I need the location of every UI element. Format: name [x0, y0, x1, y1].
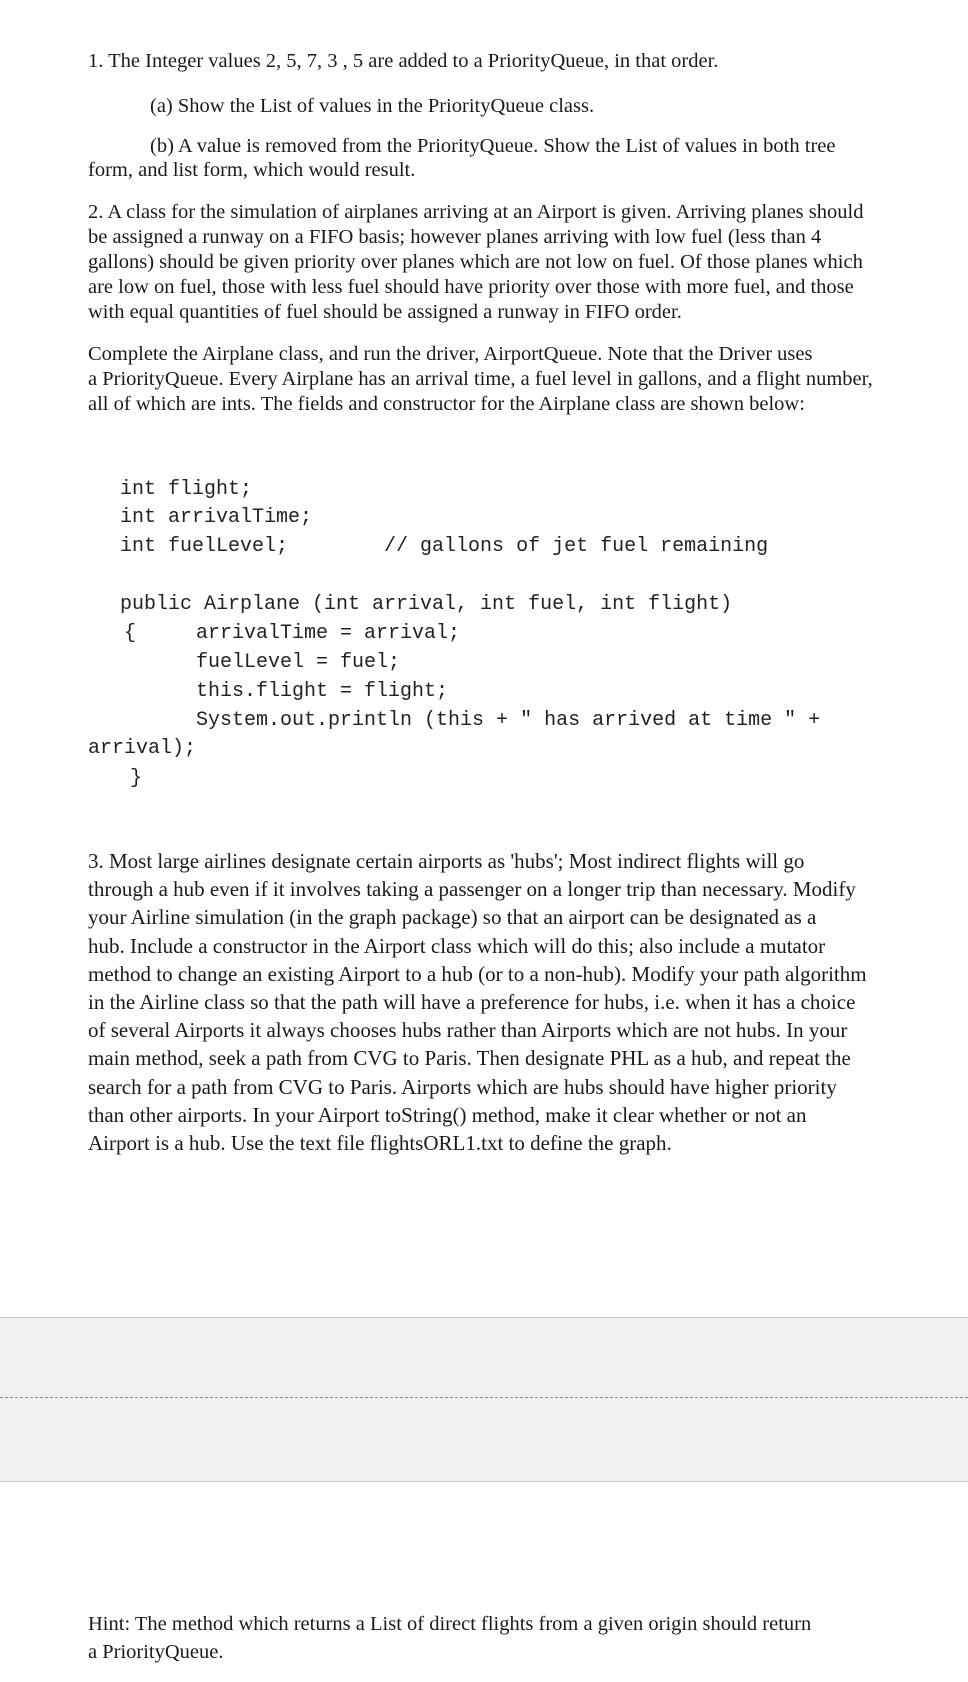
page-break-dashed-line	[0, 1397, 968, 1398]
code-constructor-line: fuelLevel = fuel;	[124, 651, 401, 674]
q2-paragraph-1	[88, 200, 863, 325]
code-constructor-println: System.out.println (this + " has arrived at time " +	[124, 709, 821, 732]
code-field-flight: int flight;	[120, 478, 253, 501]
code-constructor-wrap: arrival);	[88, 737, 197, 760]
q2-p1-line: be assigned a runway on a FIFO basis; however planes arriving with low fuel (less than 4	[88, 226, 822, 248]
q1-part-b-line2: form, and list form, which would result.	[88, 159, 416, 181]
q2-p2-line: all of which are ints. The fields and constructor for the Airplane class are shown below:	[88, 393, 805, 415]
code-field-fuel-level: int fuelLevel; // gallons of jet fuel remaining	[120, 535, 769, 558]
q3-line: through a hub even if it involves taking a passenger on a longer trip than necessary. Modify	[88, 877, 856, 902]
q3-line: in the Airline class so that the path will have a preference for hubs, i.e. when it has a choice	[88, 989, 856, 1014]
q1-intro: 1. The Integer values 2, 5, 7, 3 , 5 are added to a PriorityQueue, in that order.	[88, 50, 719, 72]
q2-p2-line: a PriorityQueue. Every Airplane has an arrival time, a fuel level in gallons, and a flight number,	[88, 368, 873, 390]
q3-line: 3. Most large airlines designate certain airports as 'hubs'; Most indirect flights will go	[88, 849, 805, 873]
code-constructor-signature: public Airplane (int arrival, int fuel, int flight)	[120, 593, 733, 616]
hint-line-2: a PriorityQueue.	[88, 1641, 224, 1663]
hint-line-1: Hint: The method which returns a List of direct flights from a given origin should return	[88, 1613, 812, 1635]
q3-line: Airport is a hub. Use the text file flightsORL1.txt to define the graph.	[88, 1130, 672, 1155]
q1-part-b-line1: (b) A value is removed from the PriorityQueue. Show the List of values in both tree	[150, 135, 836, 157]
q2-p2-line: Complete the Airplane class, and run the driver, AirportQueue. Note that the Driver uses	[88, 343, 813, 365]
q2-p1-line: gallons) should be given priority over planes which are not low on fuel. Of those planes which	[88, 251, 863, 273]
q3-paragraph	[88, 847, 867, 1157]
q3-line: of several Airports it always chooses hubs rather than Airports which are not hubs. In your	[88, 1018, 848, 1043]
q1-part-a: (a) Show the List of values in the PriorityQueue class.	[150, 95, 595, 117]
q3-line: search for a path from CVG to Paris. Airports which are hubs should have higher priority	[88, 1074, 837, 1099]
code-field-arrival-time: int arrivalTime;	[120, 506, 313, 529]
code-constructor-line: { arrivalTime = arrival;	[124, 622, 461, 645]
q2-paragraph-2	[88, 342, 873, 417]
q2-p1-line: 2. A class for the simulation of airplanes arriving at an Airport is given. Arriving planes should	[88, 201, 864, 223]
q3-line: hub. Include a constructor in the Airport class which will do this; also include a mutator	[88, 933, 826, 958]
code-closing-brace: }	[130, 767, 143, 790]
q2-p1-line: are low on fuel, those with less fuel should have priority over those with more fuel, and those	[88, 276, 854, 298]
q3-line: than other airports. In your Airport toString() method, make it clear whether or not an	[88, 1102, 807, 1127]
q3-line: method to change an existing Airport to a hub (or to a non-hub). Modify your path algorithm	[88, 961, 867, 986]
code-constructor-line: this.flight = flight;	[124, 680, 449, 703]
q2-p1-line: with equal quantities of fuel should be assigned a runway in FIFO order.	[88, 301, 682, 323]
page-break-band	[0, 1317, 968, 1482]
q3-line: your Airline simulation (in the graph package) so that an airport can be designated as a	[88, 905, 817, 930]
q3-line: main method, seek a path from CVG to Paris. Then designate PHL as a hub, and repeat the	[88, 1046, 851, 1071]
